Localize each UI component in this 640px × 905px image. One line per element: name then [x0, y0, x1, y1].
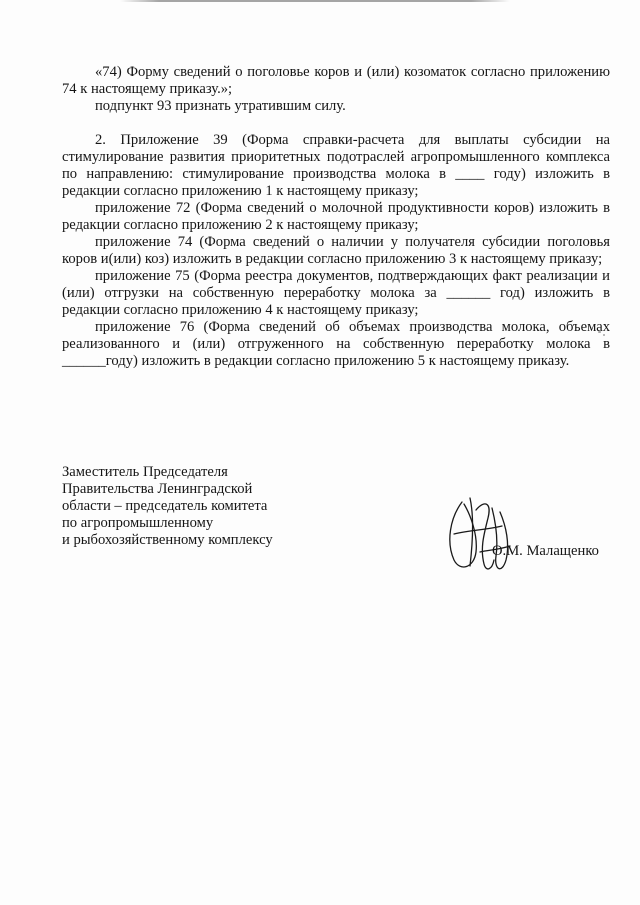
- signatory-title-line: Правительства Ленинградской: [62, 481, 253, 497]
- signatory-title-block: [62, 464, 273, 549]
- paragraph-annex-76: приложение 76 (Форма сведений об объемах производства молока, объемах реализованного и (или) отгруженного на собственную переработку молока в ______году) изложить в редакции согласно приложению 5 к настоящему приказу.: [62, 319, 610, 369]
- paragraph-form-74: «74) Форму сведений о поголовье коров и (или) козоматок согласно приложению 74 к настоящему приказу.»;: [62, 64, 610, 97]
- document-body-part-1: [62, 64, 610, 115]
- signatory-title-line: и рыбохозяйственному комплексу: [62, 532, 273, 548]
- document-body-part-2: [62, 132, 610, 370]
- paragraph-annex-75: приложение 75 (Форма реестра документов, подтверждающих факт реализации и (или) отгрузки на собственную переработку молока за ______ год) изложить в редакции согласно приложению 4 к настоящему приказу;: [62, 268, 610, 318]
- signatory-title-line: области – председатель комитета: [62, 498, 268, 514]
- signatory-title-line: по агропромышленному: [62, 515, 214, 531]
- paragraph-annex-39: 2. Приложение 39 (Форма справки-расчета для выплаты субсидии на стимулирование развития приоритетных подотраслей агропромышленного комплекса по направлению: стимулирование производства молока в ____ году) изложить в редакции согласно приложению 1 к настоящему приказу;: [62, 132, 610, 199]
- scan-artifact: [598, 331, 601, 333]
- paragraph-annex-74: приложение 74 (Форма сведений о наличии у получателя субсидии поголовья коров и(или) коз) изложить в редакции согласно приложению 3 к настоящему приказу;: [62, 234, 610, 267]
- paragraph-annex-72: приложение 72 (Форма сведений о молочной продуктивности коров) изложить в редакции согласно приложению 2 к настоящему приказу;: [62, 200, 610, 233]
- scan-edge-line: [120, 0, 510, 2]
- scan-artifact: [603, 334, 605, 336]
- handwritten-signature-icon: [440, 490, 520, 580]
- paragraph-subpoint-93: подпункт 93 признать утратившим силу.: [95, 98, 346, 114]
- signatory-name: О.М. Малащенко: [492, 543, 599, 559]
- signatory-title-line: Заместитель Председателя: [62, 464, 228, 480]
